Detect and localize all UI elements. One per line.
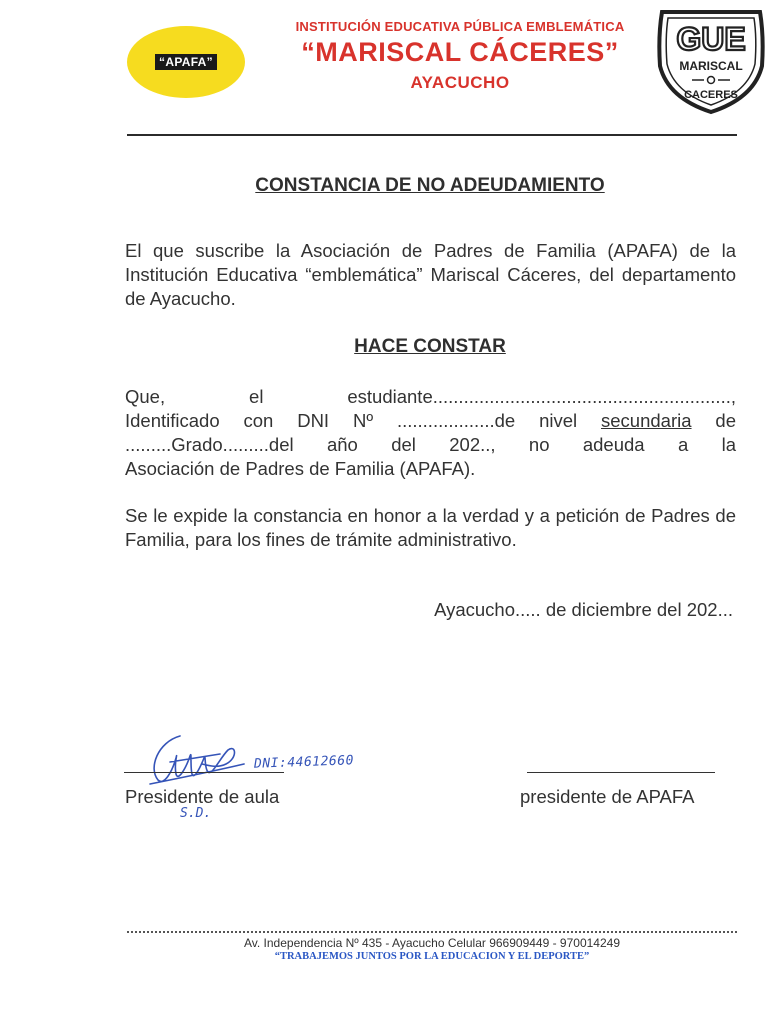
signature-scribble bbox=[140, 728, 250, 790]
signature-label-apafa-president: presidente de APAFA bbox=[520, 786, 695, 807]
constar-line-1: Que, el estudiante.........................................................., bbox=[125, 386, 736, 407]
constar-line-2-end: de bbox=[691, 410, 736, 431]
seal-top-text: GUE bbox=[676, 21, 746, 57]
constar-line-3: .........Grado.........del año del 202.., no adeuda a la bbox=[125, 434, 736, 455]
signature-line-right bbox=[527, 772, 715, 773]
date-line: Ayacucho..... de diciembre del 202... bbox=[434, 599, 733, 620]
constar-line-4: Asociación de Padres de Familia (APAFA). bbox=[125, 458, 476, 479]
education-level: secundaria bbox=[601, 410, 692, 431]
footer-divider bbox=[127, 931, 737, 933]
handwritten-dni: DNI:44612660 bbox=[253, 753, 355, 772]
signature-label-class-president: Presidente de aula bbox=[125, 786, 280, 807]
footer-address: Av. Independencia Nº 435 - Ayacucho Celular 966909449 - 970014249 bbox=[243, 936, 620, 950]
intro-paragraph: El que suscribe la Asociación de Padres de Familia (APAFA) de la Institución Educativa “emblemática” Mariscal Cáceres, del departamento de Ayacucho. bbox=[125, 240, 736, 309]
apafa-logo-text: “APAFA” bbox=[155, 54, 217, 70]
school-seal-icon bbox=[654, 6, 768, 116]
expedition-paragraph: Se le expide la constancia en honor a la verdad y a petición de Padres de Familia, para los fines de trámite administrativo. bbox=[125, 505, 736, 550]
institution-city: AYACUCHO bbox=[410, 73, 510, 92]
constar-line-2-start: Identificado con DNI Nº ...................de nivel bbox=[125, 410, 602, 431]
document-title: CONSTANCIA DE NO ADEUDAMIENTO bbox=[255, 175, 605, 196]
signature-line-left bbox=[124, 772, 284, 773]
institution-type: INSTITUCIÓN EDUCATIVA PÚBLICA EMBLEMÁTICA bbox=[295, 19, 625, 34]
seal-mid-text: MARISCAL bbox=[679, 59, 743, 73]
institution-name: “MARISCAL CÁCERES” bbox=[301, 37, 619, 67]
seal-bottom-text: CACERES bbox=[684, 89, 738, 101]
header-divider bbox=[127, 134, 737, 136]
constar-line-2 bbox=[125, 409, 736, 433]
constar-paragraph bbox=[125, 385, 736, 481]
apafa-logo bbox=[127, 26, 245, 98]
handwritten-initials: S.D. bbox=[180, 806, 212, 821]
hace-constar-heading: HACE CONSTAR bbox=[354, 336, 506, 357]
footer-slogan: “TRABAJEMOS JUNTOS POR LA EDUCACION Y EL DEPORTE” bbox=[274, 951, 590, 962]
